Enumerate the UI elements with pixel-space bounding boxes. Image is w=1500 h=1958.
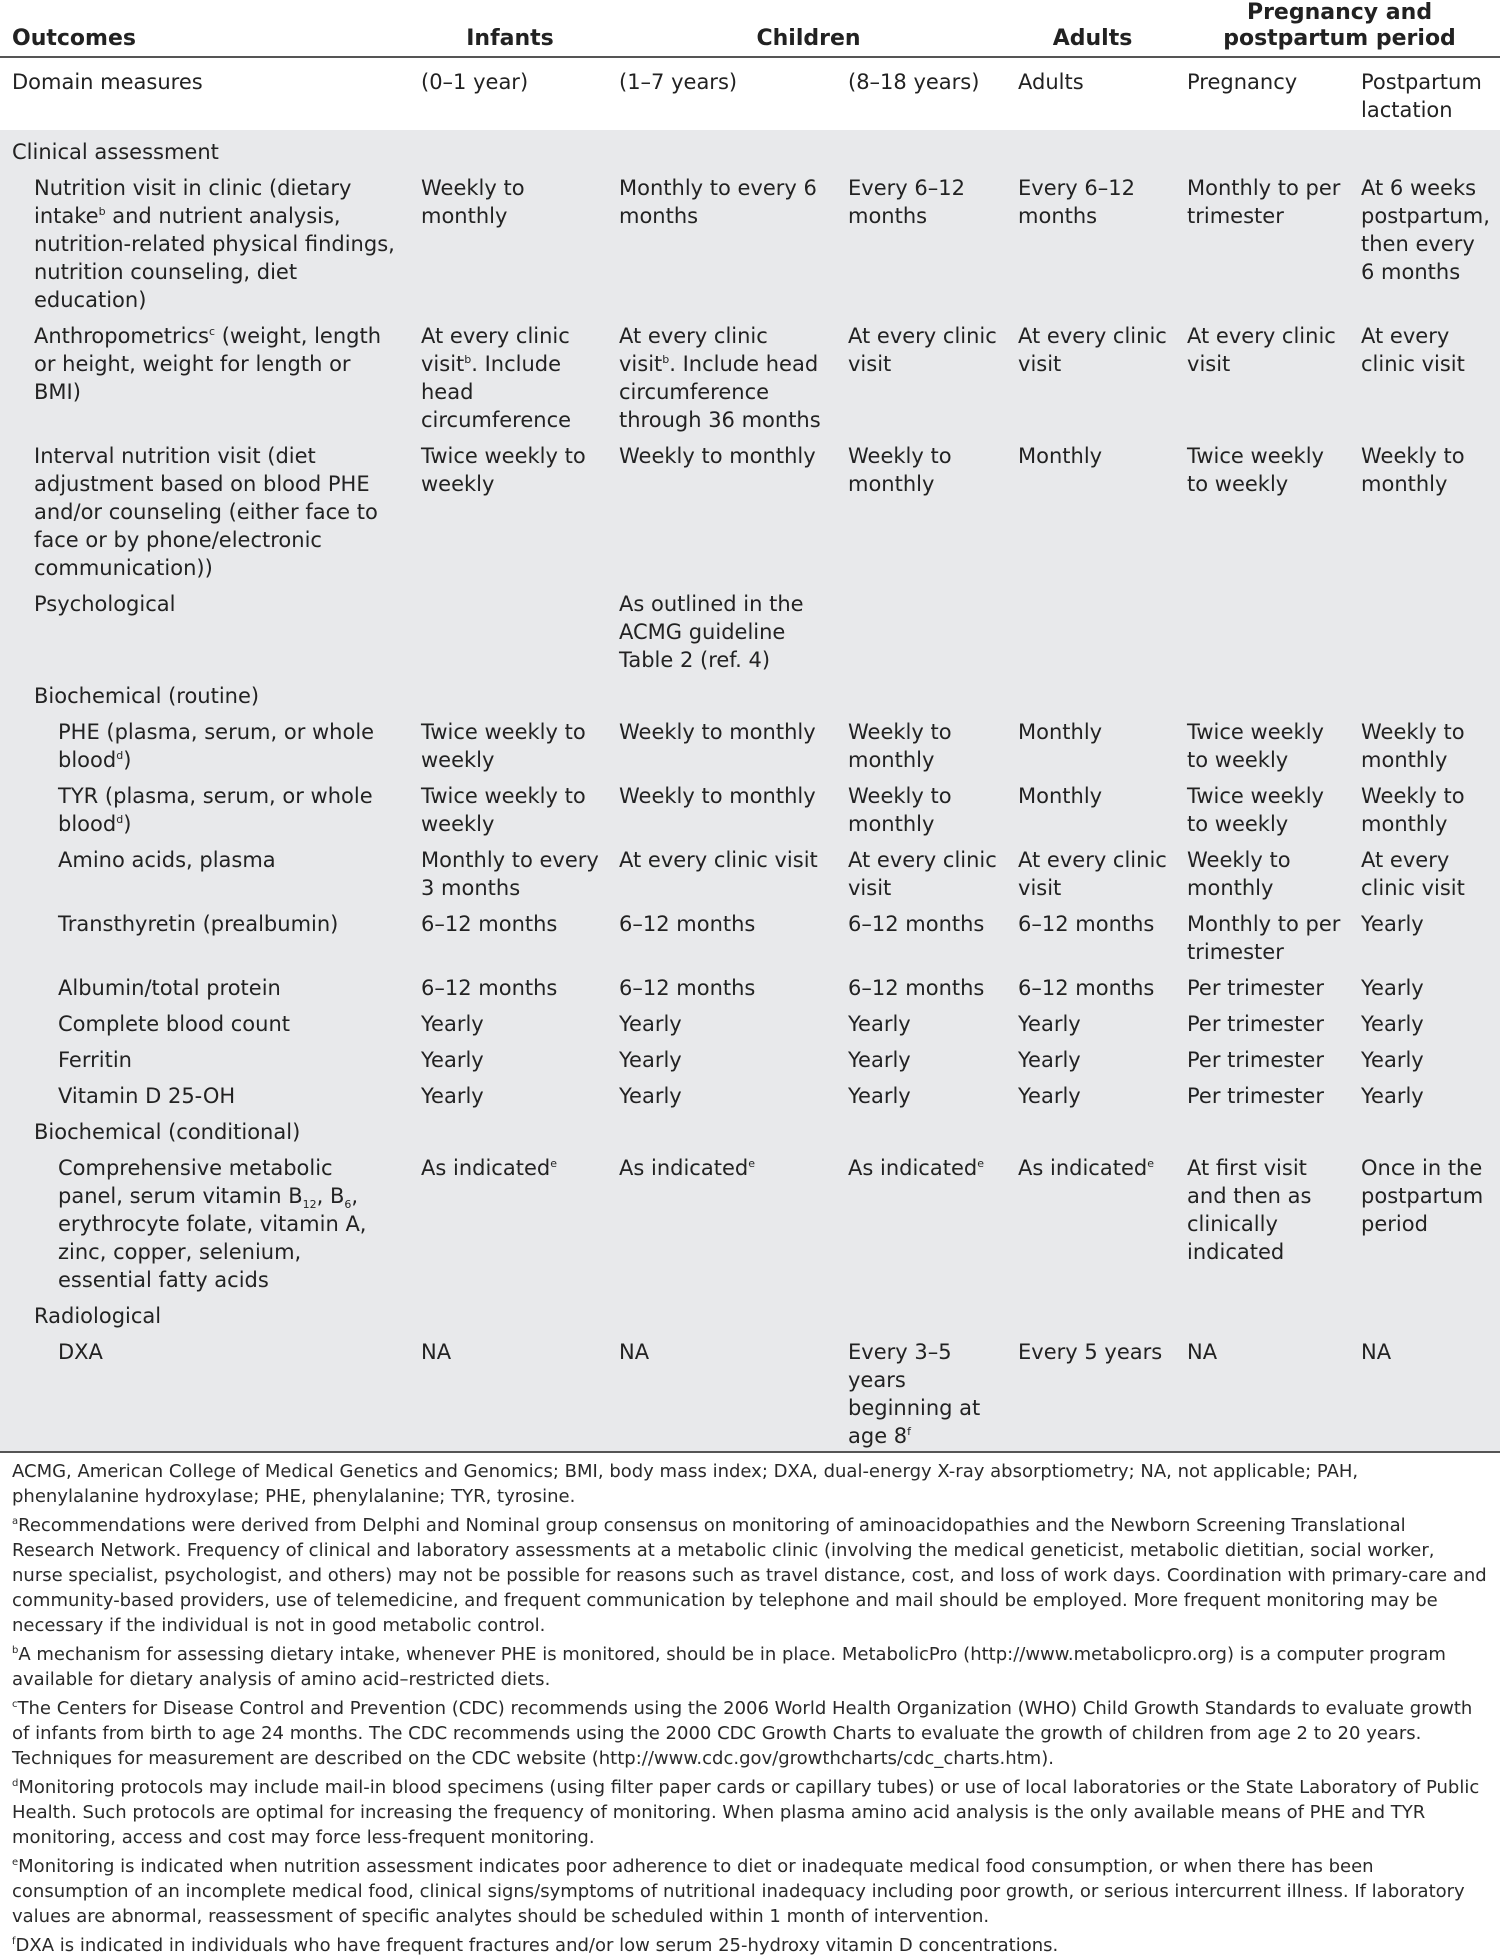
cell-footnote-mark: e <box>748 1157 755 1170</box>
table-cell: Yearly <box>421 1084 484 1108</box>
row-label <box>0 1295 409 1331</box>
row-label-text: , erythrocyte folate, vitamin A, zinc, copper, selenium, essential fatty acids <box>58 1184 367 1292</box>
cell-footnote-mark: e <box>1147 1157 1154 1170</box>
table-row <box>0 130 1500 167</box>
table-cell <box>836 583 1006 675</box>
row-label <box>0 315 409 435</box>
table-cell <box>409 583 607 675</box>
table-cell <box>1349 583 1500 675</box>
footnote-text: Recommendations were derived from Delphi and Nominal group consensus on monitoring of aminoacidopathies and the Newborn Screening Translational Research Network. Frequency of clinical and laboratory assessments at a metabolic clinic (involving the medical geneticist, metabolic dietitian, social worker, nurse specialist, psychologist, and others) may not be possible for reasons such as travel distance, cost, and loss of work days. Coordination with primary-care and community-based providers, use of telemedicine, and frequent communication by telephone and mail should be employed. More frequent monitoring may be necessary if the individual is not in good metabolic control. <box>12 1515 1487 1636</box>
table-cell: Monthly to every 3 months <box>421 848 599 900</box>
cell-footnote-mark: b <box>464 353 472 366</box>
footnote-c <box>12 1696 1488 1771</box>
row-label-text: TYR (plasma, serum, or whole blood <box>58 784 373 836</box>
table-cell: Per trimester <box>1187 1048 1324 1072</box>
row-label <box>0 1075 409 1111</box>
table-cell: 6–12 months <box>1018 976 1155 1000</box>
row-label-text: Interval nutrition visit (diet adjustment based on blood PHE and/or counseling (either face to face or by phone/electronic communication)) <box>34 444 378 580</box>
table-cell <box>607 315 836 435</box>
table-cell: 6–12 months <box>1018 912 1155 936</box>
table-cell: Weekly to monthly <box>619 720 816 744</box>
table-cell <box>836 675 1006 711</box>
cell-text: . Include head circumference through 36 months <box>619 352 821 432</box>
table-cell: Yearly <box>421 1048 484 1072</box>
table-cell: At every clinic visit <box>848 848 997 900</box>
row-label-text: Complete blood count <box>58 1012 290 1036</box>
table-row <box>0 903 1500 967</box>
table-cell: At 6 weeks postpartum, then every 6 months <box>1361 176 1490 284</box>
table-cell <box>1006 1147 1175 1295</box>
subheader-children-old: (8–18 years) <box>848 70 980 94</box>
row-label-text: , B <box>316 1184 345 1208</box>
table-cell: 6–12 months <box>619 912 756 936</box>
table-cell <box>607 675 836 711</box>
table-cell: 6–12 months <box>421 912 558 936</box>
table-cell: At every clinic visit <box>1018 324 1167 376</box>
table-cell <box>1006 1111 1175 1147</box>
table-cell <box>409 1111 607 1147</box>
row-label <box>0 967 409 1003</box>
table-cell <box>409 675 607 711</box>
table-cell <box>1349 675 1500 711</box>
table-cell: Yearly <box>1018 1048 1081 1072</box>
table-cell: As outlined in the ACMG guideline Table 2 (ref. 4) <box>619 592 804 672</box>
subheader-pregnancy: Pregnancy <box>1187 70 1298 94</box>
table-cell: Yearly <box>421 1012 484 1036</box>
row-label <box>0 1039 409 1075</box>
row-label <box>0 130 409 167</box>
table-cell <box>836 130 1006 167</box>
table-cell: Every 6–12 months <box>848 176 965 228</box>
cell-text: . Include head circumference <box>421 352 572 432</box>
subheader-infants-age: (0–1 year) <box>421 70 529 94</box>
table-cell: Weekly to monthly <box>848 444 952 496</box>
table-row <box>0 315 1500 435</box>
table-body <box>0 130 1500 1451</box>
table-cell <box>1349 1111 1500 1147</box>
cell-footnote-mark: b <box>662 353 670 366</box>
row-label-sup: d <box>116 813 124 826</box>
table-cell: Monthly <box>1018 720 1103 744</box>
row-label-text: (weight, length or height, weight for length or BMI) <box>34 324 382 404</box>
row-label-text: Radiological <box>34 1304 162 1328</box>
row-label-text: ) <box>123 748 132 772</box>
table-cell: NA <box>619 1340 650 1364</box>
header-pregnancy-period: Pregnancy and postpartum period <box>1223 0 1456 51</box>
header-row <box>0 0 1500 57</box>
table-cell: Weekly to monthly <box>1361 444 1465 496</box>
table-cell <box>1006 130 1175 167</box>
row-label-text: Ferritin <box>58 1048 132 1072</box>
table-cell: Per trimester <box>1187 1012 1324 1036</box>
row-label-text: PHE (plasma, serum, or whole blood <box>58 720 375 772</box>
table-cell <box>607 1147 836 1295</box>
row-label-text: Biochemical (conditional) <box>34 1120 301 1144</box>
cell-footnote-mark: e <box>977 1157 984 1170</box>
table-footnotes <box>0 1451 1500 1958</box>
cell-footnote-mark: e <box>550 1157 557 1170</box>
table-cell <box>607 1111 836 1147</box>
row-label-text: Anthropometrics <box>34 324 209 348</box>
row-label-text: DXA <box>58 1340 103 1364</box>
table-cell: Monthly <box>1018 784 1103 808</box>
row-label-text: Vitamin D 25-OH <box>58 1084 236 1108</box>
table-cell <box>409 130 607 167</box>
table-cell <box>1175 1111 1349 1147</box>
table-cell: Every 6–12 months <box>1018 176 1135 228</box>
table-cell: Monthly to every 6 months <box>619 176 817 228</box>
table-cell: Yearly <box>619 1084 682 1108</box>
table-cell: Yearly <box>1018 1012 1081 1036</box>
row-label-sub: 6 <box>344 1198 352 1212</box>
table-cell <box>409 1295 607 1331</box>
row-label-text: ) <box>123 812 132 836</box>
footnote-b <box>12 1642 1488 1692</box>
table-cell: Twice weekly to weekly <box>1187 784 1324 836</box>
footnote-text: The Centers for Disease Control and Prevention (CDC) recommends using the 2006 World Health Organization (WHO) Child Growth Standards to evaluate growth of infants from birth to age 24 months. The CDC recommends using the 2000 CDC Growth Charts to evaluate the growth of children from age 2 to 20 years. Techniques for measurement are described on the CDC website (http://www.cdc.gov/growthcharts/cdc_charts.htm). <box>12 1698 1473 1769</box>
table-row <box>0 1331 1500 1451</box>
table-cell: 6–12 months <box>848 976 985 1000</box>
header-adults: Adults <box>1052 26 1133 51</box>
table-cell <box>1006 1295 1175 1331</box>
table-row <box>0 435 1500 583</box>
cell-text: As indicated <box>421 1156 551 1180</box>
table-cell: 6–12 months <box>848 912 985 936</box>
table-cell: Twice weekly to weekly <box>421 720 586 772</box>
table-row <box>0 775 1500 839</box>
footnote-mark: c <box>12 1699 18 1710</box>
table-cell: NA <box>1187 1340 1218 1364</box>
table-row <box>0 711 1500 775</box>
table-cell: Yearly <box>848 1084 911 1108</box>
row-label <box>0 583 409 675</box>
table-cell: NA <box>421 1340 452 1364</box>
table-cell: Twice weekly to weekly <box>1187 444 1324 496</box>
table-cell: At every clinic visit <box>848 324 997 376</box>
table-cell: Per trimester <box>1187 1084 1324 1108</box>
footnote-a <box>12 1513 1488 1638</box>
table-cell: Monthly to per trimester <box>1187 912 1341 964</box>
table-cell: Weekly to monthly <box>848 720 952 772</box>
footnote-text: Monitoring protocols may include mail-in blood specimens (using filter paper cards or capillary tubes) or use of local laboratories or the State Laboratory of Public Health. Such protocols are optimal for increasing the frequency of monitoring. When plasma amino acid analysis is the only available means of PHE and TYR monitoring, access and cost may force less-frequent monitoring. <box>12 1777 1480 1848</box>
table-cell: Weekly to monthly <box>1187 848 1291 900</box>
table-cell <box>409 315 607 435</box>
subheader-domain: Domain measures <box>12 70 203 94</box>
table-cell: Twice weekly to weekly <box>421 444 586 496</box>
table-cell: At every clinic visit <box>1018 848 1167 900</box>
table-row <box>0 1295 1500 1331</box>
cell-footnote-mark: f <box>907 1425 912 1438</box>
table-cell: Yearly <box>848 1012 911 1036</box>
footnote-text: DXA is indicated in individuals who have frequent fractures and/or low serum 25-hydroxy vitamin D concentrations. <box>15 1935 1059 1956</box>
table-row <box>0 1147 1500 1295</box>
table-cell: Every 5 years <box>1018 1340 1163 1364</box>
footnote-mark: e <box>12 1857 19 1868</box>
table-row <box>0 1039 1500 1075</box>
row-label-text: Psychological <box>34 592 176 616</box>
table-cell: Yearly <box>1018 1084 1081 1108</box>
row-label-text: Nutrition visit in clinic (dietary intake <box>34 176 352 228</box>
row-label-text: Albumin/total protein <box>58 976 281 1000</box>
table-cell: Weekly to monthly <box>619 784 816 808</box>
table-cell: 6–12 months <box>619 976 756 1000</box>
table-cell: At every clinic visit <box>1361 324 1465 376</box>
row-label <box>0 903 409 967</box>
table-cell <box>1175 583 1349 675</box>
table-cell: Weekly to monthly <box>619 444 816 468</box>
table-cell: Yearly <box>1361 976 1424 1000</box>
table-row <box>0 675 1500 711</box>
table-cell: Weekly to monthly <box>1361 720 1465 772</box>
row-label-sup: d <box>116 749 124 762</box>
footnote-text: A mechanism for assessing dietary intake, whenever PHE is monitored, should be in place. MetabolicPro (http://www.metabolicpro.org) is a computer program available for dietary analysis of amino acid–restricted diets. <box>12 1644 1446 1690</box>
header-outcomes: Outcomes <box>12 26 136 51</box>
row-label-text: Clinical assessment <box>12 140 219 164</box>
footnote-d <box>12 1775 1488 1850</box>
header-children: Children <box>756 26 861 51</box>
row-label <box>0 675 409 711</box>
table-cell <box>1175 675 1349 711</box>
subheader-children-young: (1–7 years) <box>619 70 738 94</box>
table-cell: Yearly <box>1361 912 1424 936</box>
table-row <box>0 1075 1500 1111</box>
cell-text: At every clinic visit <box>421 324 570 376</box>
table-cell: Yearly <box>1361 1048 1424 1072</box>
table-cell: Yearly <box>848 1048 911 1072</box>
table-cell <box>1006 583 1175 675</box>
table-cell: 6–12 months <box>421 976 558 1000</box>
table-cell: Twice weekly to weekly <box>421 784 586 836</box>
table-cell <box>836 1147 1006 1295</box>
table-cell <box>836 1111 1006 1147</box>
table-row <box>0 839 1500 903</box>
row-label-sup: b <box>98 205 106 218</box>
table-row <box>0 1003 1500 1039</box>
footnote-text: Monitoring is indicated when nutrition assessment indicates poor adherence to diet or inadequate medical food consumption, or when there has been consumption of an incomplete medical food, clinical signs/symptoms of nutritional inadequacy including poor growth, or serious intercurrent illness. If laboratory values are abnormal, reassessment of specific analytes should be scheduled within 1 month of intervention. <box>12 1856 1465 1927</box>
cell-text: As indicated <box>619 1156 749 1180</box>
footnote-e <box>12 1854 1488 1929</box>
row-label <box>0 839 409 903</box>
row-label-text: Comprehensive metabolic panel, serum vitamin B <box>58 1156 333 1208</box>
row-label <box>0 167 409 315</box>
row-label-text: Biochemical (routine) <box>34 684 260 708</box>
row-label-sub: 12 <box>302 1198 317 1212</box>
row-label-text: and nutrient analysis, nutrition-related physical findings, nutrition counseling, diet education) <box>34 204 395 312</box>
table-cell <box>607 1295 836 1331</box>
row-label <box>0 1147 409 1295</box>
table-cell: Weekly to monthly <box>421 176 525 228</box>
table-cell <box>836 1295 1006 1331</box>
table-cell: Twice weekly to weekly <box>1187 720 1324 772</box>
table-cell: Weekly to monthly <box>848 784 952 836</box>
row-label <box>0 775 409 839</box>
subheader-row <box>0 57 1500 130</box>
table-cell: Yearly <box>1361 1084 1424 1108</box>
row-label-text: Amino acids, plasma <box>58 848 276 872</box>
footnote-mark: a <box>12 1516 19 1527</box>
footnote-mark: b <box>12 1645 19 1656</box>
table-cell: At every clinic visit <box>619 848 818 872</box>
row-label-text: Transthyretin (prealbumin) <box>58 912 339 936</box>
table-cell <box>1175 1295 1349 1331</box>
table-cell <box>1349 130 1500 167</box>
table-cell: NA <box>1361 1340 1392 1364</box>
table-cell <box>1349 1295 1500 1331</box>
row-label <box>0 1331 409 1451</box>
table-cell <box>1175 130 1349 167</box>
row-label <box>0 711 409 775</box>
cell-text: At every clinic visit <box>619 324 768 376</box>
row-label <box>0 435 409 583</box>
table-cell <box>409 1147 607 1295</box>
header-infants: Infants <box>466 26 554 51</box>
table-row <box>0 583 1500 675</box>
table-cell: At every clinic visit <box>1187 324 1336 376</box>
table-cell: Yearly <box>619 1012 682 1036</box>
table-cell: Weekly to monthly <box>1361 784 1465 836</box>
cell-text: As indicated <box>1018 1156 1148 1180</box>
table-cell <box>1006 675 1175 711</box>
row-label <box>0 1111 409 1147</box>
cell-text: As indicated <box>848 1156 978 1180</box>
subheader-postpartum: Postpartum lactation <box>1361 70 1482 122</box>
table-cell: Yearly <box>619 1048 682 1072</box>
table-row <box>0 167 1500 315</box>
table-cell: Per trimester <box>1187 976 1324 1000</box>
footnote-mark: d <box>12 1778 19 1789</box>
table-cell: Once in the postpartum period <box>1361 1156 1484 1236</box>
table-cell: At first visit and then as clinically indicated <box>1187 1156 1312 1264</box>
table-cell: Monthly <box>1018 444 1103 468</box>
table-cell <box>607 130 836 167</box>
table-cell: At every clinic visit <box>1361 848 1465 900</box>
subheader-adults: Adults <box>1018 70 1084 94</box>
footnote-mark: f <box>12 1936 16 1947</box>
footnote-abbreviations: ACMG, American College of Medical Genetics and Genomics; BMI, body mass index; DXA, dual-energy X-ray absorptiometry; NA, not applicable; PAH, phenylalanine hydroxylase; PHE, phenylalanine; TYR, tyrosine. <box>12 1461 1359 1507</box>
row-label-sup: c <box>208 325 216 338</box>
table-cell: Yearly <box>1361 1012 1424 1036</box>
table-cell <box>836 1331 1006 1451</box>
table-row <box>0 967 1500 1003</box>
footnote-f <box>12 1933 1488 1958</box>
table-row <box>0 1111 1500 1147</box>
table-cell: Monthly to per trimester <box>1187 176 1341 228</box>
row-label <box>0 1003 409 1039</box>
cell-text: Every 3–5 years beginning at age 8 <box>848 1340 981 1448</box>
